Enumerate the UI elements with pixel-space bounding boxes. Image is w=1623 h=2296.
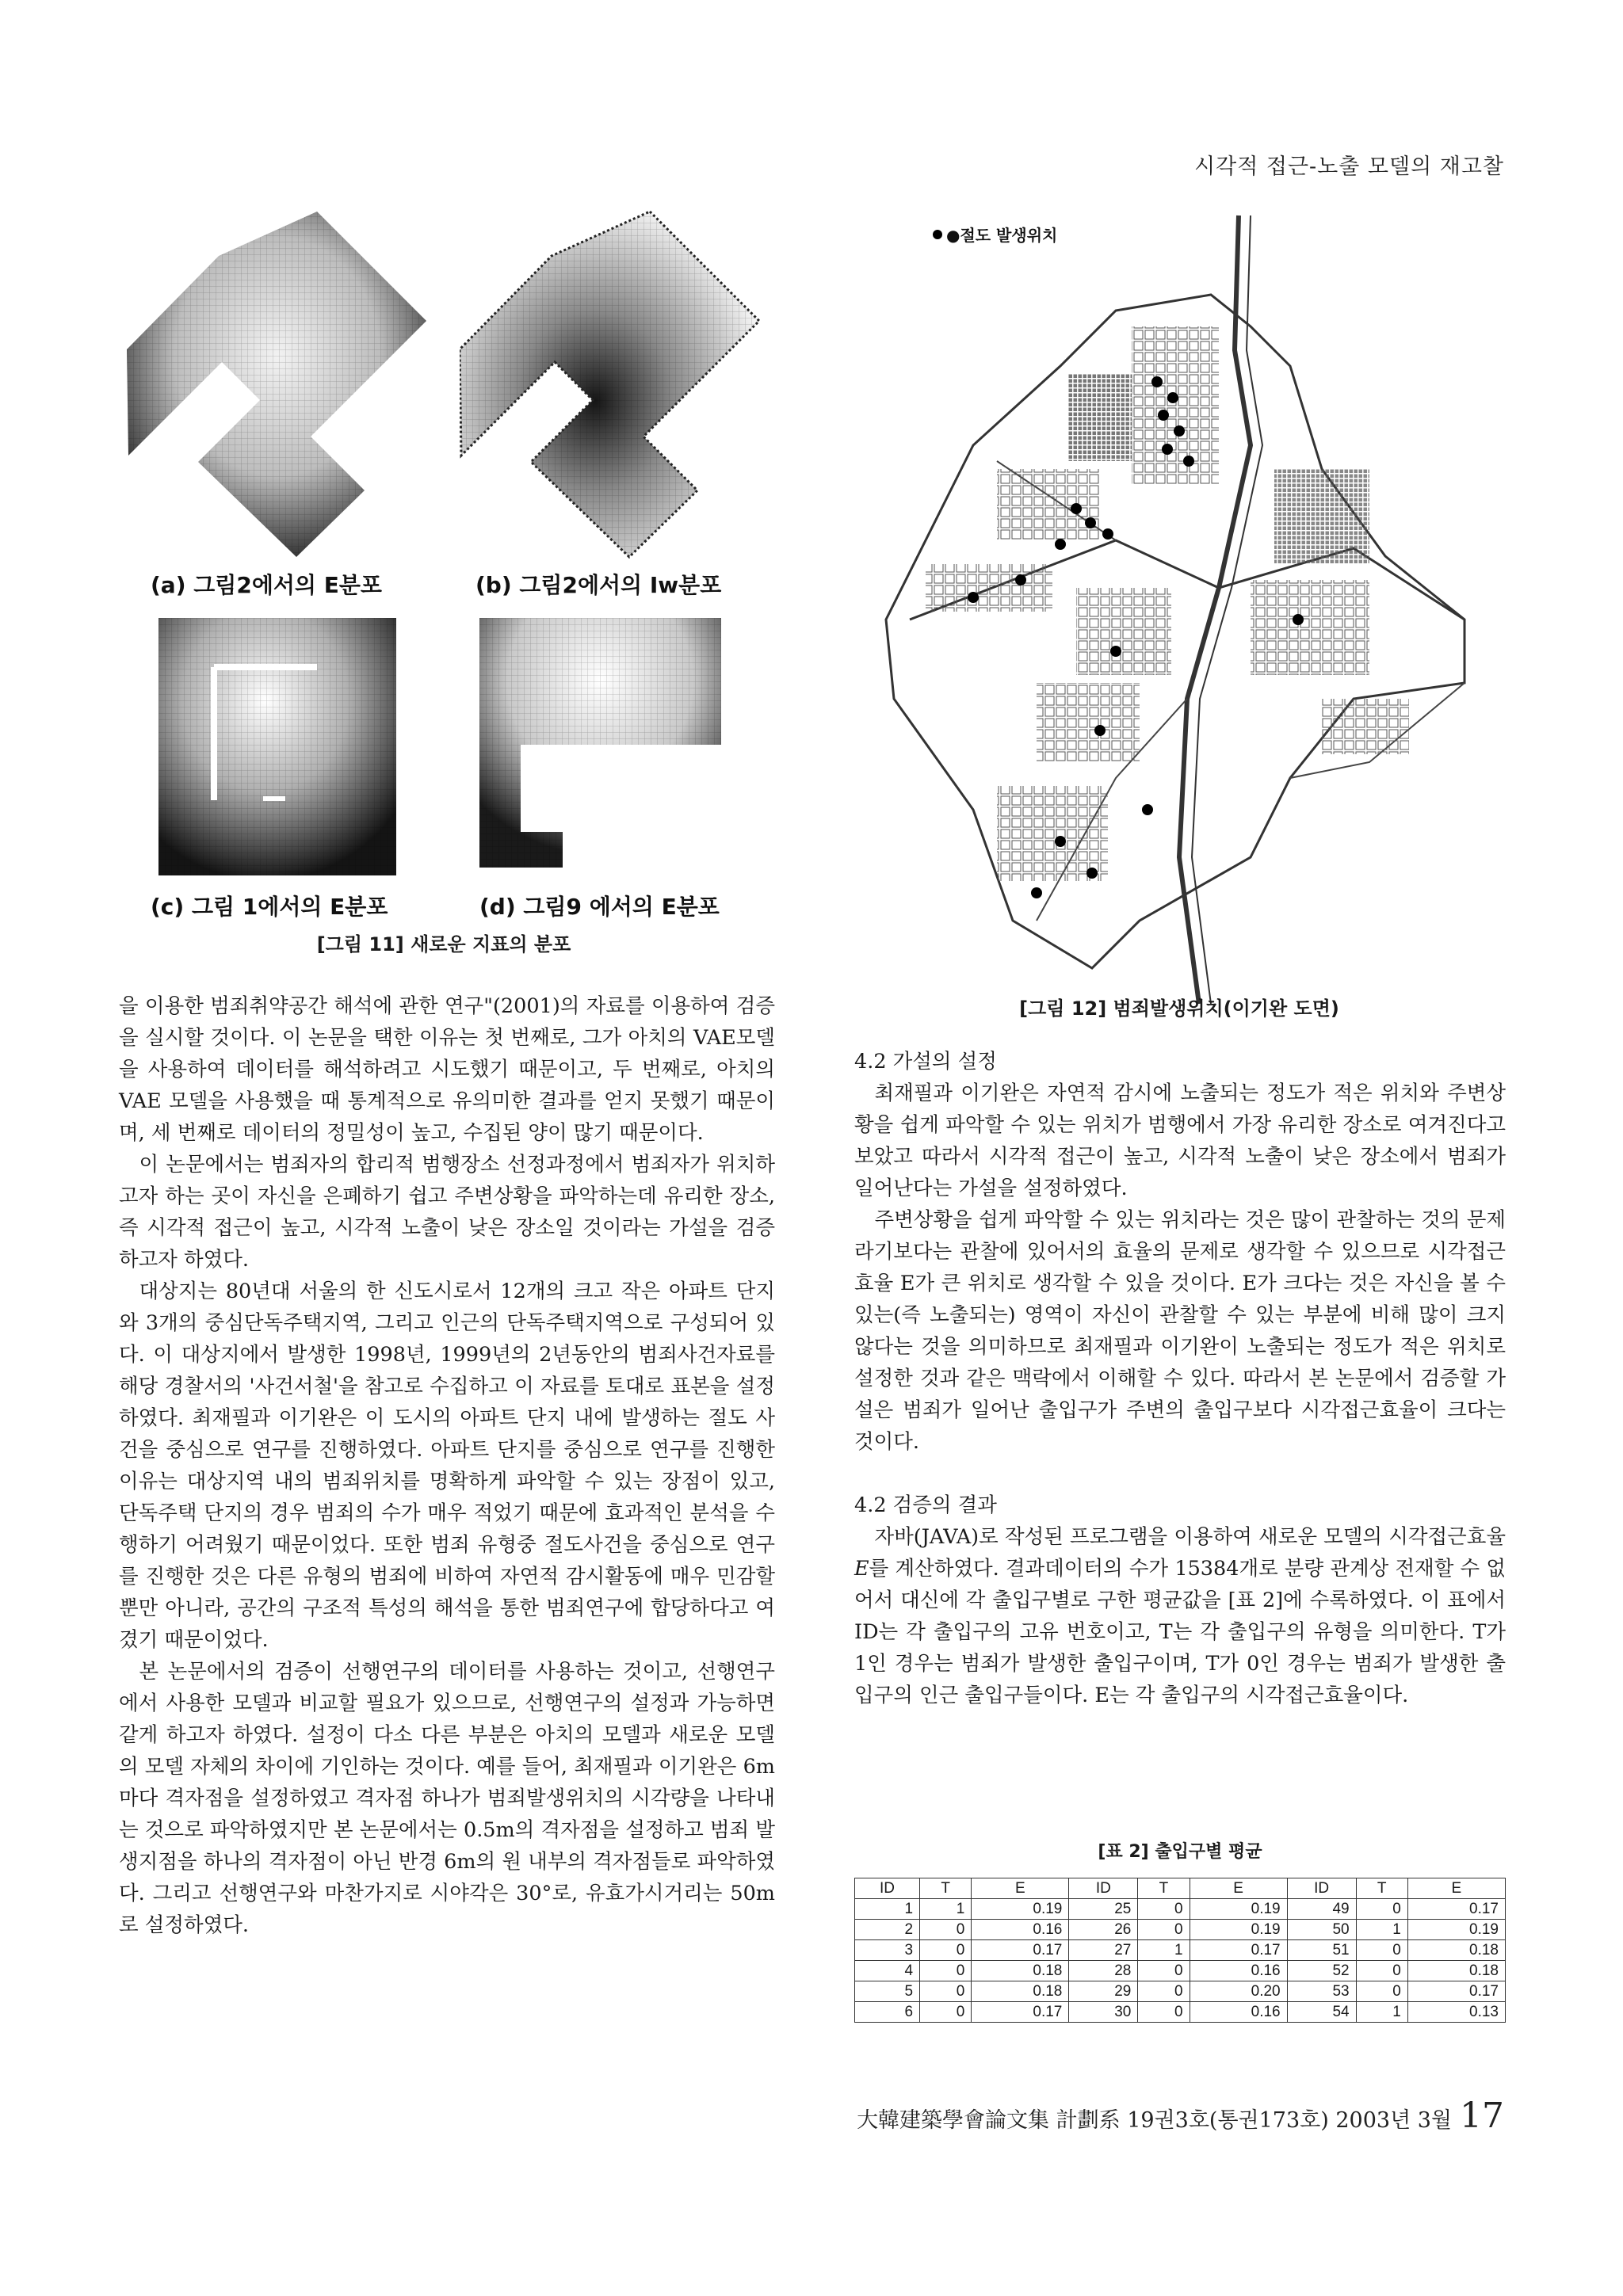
figure-11-panel-a xyxy=(119,202,436,606)
panel-b-label: (b) 그림2에서의 Iw분포 xyxy=(475,572,722,598)
map-legend: ●절도 발생위치 xyxy=(946,226,1058,245)
table-2-caption: [표 2] 출입구별 평균 xyxy=(1098,1842,1262,1862)
e-distribution-image-d xyxy=(479,618,721,868)
left-paragraph-1: 을 이용한 범죄취약공간 해석에 관한 연구"(2001)의 자료를 이용하여 검증을 실시할 것이다. 이 논문을 택한 이유는 첫 번째로, 그가 아치의 VAE모델을 사용하여 데이터를 해석하려고 시도했기 때문이고, 두 번째로, 아치의 VAE 모델을 사용했을 때 통계적으로 유의미한 결과를 얻지 못했기 때문이며, 세 번째로 데이터의 정밀성이 높고, 수집된 양이 많기 때문이다. xyxy=(119,994,775,1145)
table-2 xyxy=(854,1878,1506,2023)
table-row: 3 0 0.17 27 1 0.17 51 0 0.18 xyxy=(855,1940,1506,1961)
figure-11-panel-d xyxy=(479,618,765,935)
table-row: 5 0 0.18 29 0 0.20 53 0 0.17 xyxy=(855,1981,1506,2002)
iw-distribution-image-b xyxy=(460,210,761,559)
left-paragraph-3: 대상지는 80년대 서울의 한 신도시로서 12개의 크고 작은 아파트 단지와 3개의 중심단독주택지역, 그리고 인근의 단독주택지역으로 구성되어 있다. 이 대상지에서 발생한 1998년, 1999년의 2년동안의 범죄사건자료를 해당 경찰서의 '사건서철'을 참고로 수집하고 이 자료를 토대로 표본을 설정하였다. 최재필과 이기완은 이 도시의 아파트 단지 내에 발생하는 절도 사건을 중심으로 연구를 진행하였다. 아파트 단지를 중심으로 연구를 진행한 이유는 대상지역 내의 범죄위치를 명확하게 파악할 수 있는 장점이 있고, 단독주택 단지의 경우 범죄의 수가 매우 적었기 때문에 효과적인 분석을 수행하기 어려웠기 때문이었다. 또한 범죄 유형중 절도사건을 중심으로 연구를 진행한 것은 다른 유형의 범죄에 비하여 자연적 감시활동에 매우 민감할 뿐만 아니라, 공간의 구조적 특성의 해석을 통한 범죄연구에 합당하다고 여겼기 때문이었다. xyxy=(119,1280,775,1652)
panel-c-label: (c) 그림 1에서의 E분포 xyxy=(151,894,388,920)
right-column xyxy=(854,1046,1506,1711)
figure-12-map xyxy=(878,208,1504,1008)
right-paragraph-2: 주변상황을 쉽게 파악할 수 있는 위치라는 것은 많이 관찰하는 것의 문제라기보다는 관찰에 있어서의 효율의 문제로 생각할 수 있으므로 시각접근효율 E가 큰 위치로 생각할 수 있을 것이다. E가 크다는 것은 자신을 볼 수 있는(즉 노출되는) 영역이 자신이 관찰할 수 있는 부분에 비해 많이 크지 않다는 것을 의미하므로 최재필과 이기완이 노출되는 정도가 적은 위치로 설정한 것과 같은 맥락에서 이해할 수 있다. 따라서 본 논문에서 검증할 가설은 범죄가 일어난 출입구가 주변의 출입구보다 시각접근효율이 크다는 것이다. xyxy=(854,1208,1506,1454)
section-title-results: 4.2 검증의 결과 xyxy=(854,1493,997,1517)
figure-12-caption: [그림 12] 범죄발생위치(이기완 도면) xyxy=(1019,997,1339,1020)
table-row: 2 0 0.16 26 0 0.19 50 1 0.19 xyxy=(855,1920,1506,1940)
journal-citation: 大韓建築學會論文集 計劃系 19권3호(통권173호) 2003년 3월 xyxy=(857,2108,1452,2133)
left-paragraph-2: 이 논문에서는 범죄자의 합리적 범행장소 선정과정에서 범죄자가 위치하고자 하는 곳이 자신을 은폐하기 쉽고 주변상황을 파악하는데 유리한 장소, 즉 시각적 접근이 높고, 시각적 노출이 낮은 장소일 것이라는 가설을 검증하고자 하였다. xyxy=(119,1153,775,1272)
figure-11-panel-c xyxy=(151,618,444,935)
page-footer xyxy=(857,2096,1504,2136)
crime-location-map xyxy=(878,208,1504,1008)
figure-11-caption: [그림 11] 새로운 지표의 분포 xyxy=(316,933,571,955)
right-paragraph-3: 자바(JAVA)로 작성된 프로그램을 이용하여 새로운 모델의 시각접근효율 E를 계산하였다. 결과데이터의 수가 15384개로 분량 관계상 전재할 수 없어서 대신에 각 출입구별로 구한 평균값을 [표 2]에 수록하였다. 이 표에서 ID는 각 출입구의 고유 번호이고, T는 각 출입구의 유형을 의미한다. T가 1인 경우는 범죄가 발생한 출입구이며, T가 0인 경우는 범죄가 발생한 출입구의 인근 출입구들이다. E는 각 출입구의 시각접근효율이다. xyxy=(854,1525,1506,1707)
left-paragraph-4: 본 논문에서의 검증이 선행연구의 데이터를 사용하는 것이고, 선행연구에서 사용한 모델과 비교할 필요가 있으므로, 선행연구의 설정과 가능하면 같게 하고자 하였다. 설정이 다소 다른 부분은 아치의 모델과 새로운 모델의 모델 자체의 차이에 기인하는 것이다. 예를 들어, 최재필과 이기완은 6m마다 격자점을 설정하였고 격자점 하나가 범죄발생위치의 시각량을 나타내는 것으로 파악하였지만 본 논문에서는 0.5m의 격자점을 설정하고 범죄 발생지점을 하나의 격자점이 아닌 반경 6m의 원 내부의 격자점들로 파악하였다. 그리고 선행연구와 마찬가지로 시야각은 30°로, 유효가시거리는 50m로 설정하였다. xyxy=(119,1660,775,1937)
table-row: 6 0 0.17 30 0 0.16 54 1 0.13 xyxy=(855,2002,1506,2023)
table-row: 1 1 0.19 25 0 0.19 49 0 0.17 xyxy=(855,1899,1506,1920)
page-number: 17 xyxy=(1460,2096,1504,2136)
figure-11 xyxy=(119,202,769,931)
right-paragraph-1: 최재필과 이기완은 자연적 감시에 노출되는 정도가 적은 위치와 주변상황을 쉽게 파악할 수 있는 위치가 범행에서 가장 유리한 장소로 여겨진다고 보았고 따라서 시각적 접근이 높고, 시각적 노출이 낮은 장소에서 범죄가 일어난다는 가설을 설정하였다. xyxy=(854,1081,1506,1200)
running-head: 시각적 접근-노출 모델의 재고찰 xyxy=(1194,154,1504,179)
figure-11-panel-b xyxy=(452,202,769,606)
e-distribution-image-c xyxy=(158,618,396,875)
section-title-hypothesis: 4.2 가설의 설정 xyxy=(854,1050,997,1074)
table-header-row: ID T E ID T E ID T E xyxy=(855,1878,1506,1899)
left-column xyxy=(119,990,775,1941)
panel-a-label: (a) 그림2에서의 E분포 xyxy=(151,572,382,598)
e-distribution-image-a xyxy=(127,210,428,559)
panel-d-label: (d) 그림9 에서의 E분포 xyxy=(479,894,720,920)
table-row: 4 0 0.18 28 0 0.16 52 0 0.18 xyxy=(855,1961,1506,1981)
